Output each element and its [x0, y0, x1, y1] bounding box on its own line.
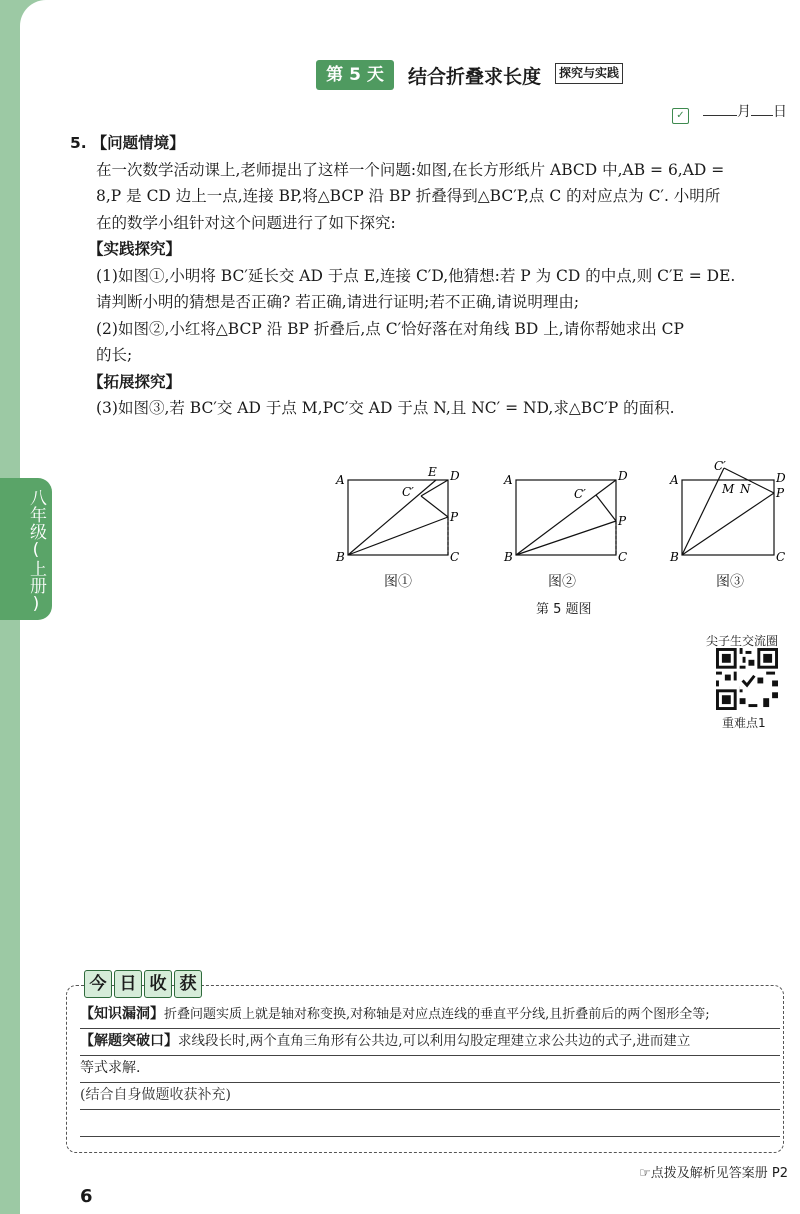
summary-method-line-2: 等式求解. [80, 1056, 780, 1083]
summary-title-char: 获 [174, 970, 202, 998]
qr-code-icon[interactable] [716, 648, 778, 710]
method-tag: 【解题突破口】 [80, 1033, 178, 1049]
qr-subtitle: 重难点1 [722, 716, 766, 730]
summary-knowledge-line [80, 1002, 780, 1029]
part1-line: 请判断小明的猜想是否正确? 若正确,请进行证明;若不正确,请说明理由; [96, 293, 580, 311]
fig2-label-C: C [618, 550, 628, 564]
fig3-label-A: A [670, 473, 679, 487]
figure-1 [332, 466, 472, 570]
fig3-label-D: D [776, 471, 786, 485]
fig1-label-A: A [336, 473, 345, 487]
lesson-tag: 探究与实践 [555, 63, 623, 84]
month-label: 月 [737, 104, 751, 120]
fig3-label-C: C [776, 550, 786, 564]
figures-caption: 第 5 题图 [536, 602, 592, 617]
qr-caption: 尖子生交流圈 [706, 634, 779, 648]
question-body [70, 130, 790, 422]
date-field [672, 101, 787, 124]
figure-3-caption: 图③ [716, 574, 744, 590]
knowledge-tag: 【知识漏洞】 [80, 1006, 164, 1022]
section-title-context: 【问题情境】 [91, 134, 185, 152]
fig2-label-D: D [618, 469, 628, 483]
summary-title-char: 今 [84, 970, 112, 998]
day-label: 日 [773, 104, 787, 120]
answer-reference: ☞点拨及解析见答案册 P2 [639, 1166, 788, 1181]
lesson-title: 结合折叠求长度 [408, 66, 542, 88]
part2-line: (2)如图②,小红将△BCP 沿 BP 折叠后,点 C′恰好落在对角线 BD 上,请你帮她求出 CP [96, 319, 684, 338]
grade-label: 八年级(上册) [26, 488, 46, 614]
fig1-label-E: E [428, 466, 437, 479]
fig3-label-Cprime: C′ [714, 459, 726, 473]
figure-2 [500, 466, 640, 570]
fig2-label-Cprime: C′ [574, 487, 586, 501]
context-line: 在的数学小组针对这个问题进行了如下探究: [96, 213, 396, 232]
month-blank[interactable] [703, 103, 737, 116]
summary-note-line: (结合自身做题收获补充) [80, 1083, 780, 1110]
fig1-label-B: B [336, 550, 345, 564]
summary-title [84, 970, 204, 1000]
summary-title-char: 日 [114, 970, 142, 998]
fig3-label-N: N [740, 482, 751, 496]
figure-3 [666, 458, 790, 570]
calendar-check-icon: ✓ [672, 108, 689, 124]
section-title-practice: 【实践探究】 [88, 240, 182, 258]
page-number: 6 [80, 1186, 93, 1207]
part2-line: 的长; [96, 346, 133, 364]
figure-1-caption: 图① [384, 574, 412, 590]
method-text: 求线段长时,两个直角三角形有公共边,可以利用勾股定理建立求公共边的式子,进而建立 [178, 1033, 691, 1049]
summary-title-char: 收 [144, 970, 172, 998]
fig1-label-D: D [450, 469, 460, 483]
fig2-label-A: A [504, 473, 513, 487]
context-line: 在一次数学活动课上,老师提出了这样一个问题:如图,在长方形纸片 ABCD 中,AB = 6,AD = [96, 160, 725, 179]
day-badge: 第 5 天 [316, 60, 394, 90]
summary-lines [80, 1002, 780, 1137]
fig1-label-P: P [450, 510, 459, 524]
question-number: 5. [70, 134, 87, 152]
fig2-label-B: B [504, 550, 513, 564]
summary-blank-line[interactable] [80, 1110, 780, 1137]
fig1-label-C: C [450, 550, 460, 564]
part3-line: (3)如图③,若 BC′交 AD 于点 M,PC′交 AD 于点 N,且 NC′ = ND,求△BC′P 的面积. [96, 399, 675, 417]
fig3-label-M: M [722, 482, 735, 496]
fig3-label-P: P [776, 486, 785, 500]
fig2-label-P: P [618, 514, 627, 528]
fig1-label-Cprime: C′ [402, 485, 414, 499]
context-line: 8,P 是 CD 边上一点,连接 BP,将△BCP 沿 BP 折叠得到△BC′P,点 C 的对应点为 C′. 小明所 [96, 187, 721, 205]
fig3-label-B: B [670, 550, 679, 564]
summary-method-line [80, 1029, 780, 1056]
day-blank[interactable] [751, 103, 773, 116]
section-title-extension: 【拓展探究】 [88, 372, 182, 391]
part1-line: (1)如图①,小明将 BC′延长交 AD 于点 E,连接 C′D,他猜想:若 P 为 CD 的中点,则 C′E = DE. [96, 266, 736, 285]
knowledge-text: 折叠问题实质上就是轴对称变换,对称轴是对应点连线的垂直平分线,且折叠前后的两个图形全等; [164, 1007, 710, 1022]
figure-2-caption: 图② [548, 574, 576, 590]
